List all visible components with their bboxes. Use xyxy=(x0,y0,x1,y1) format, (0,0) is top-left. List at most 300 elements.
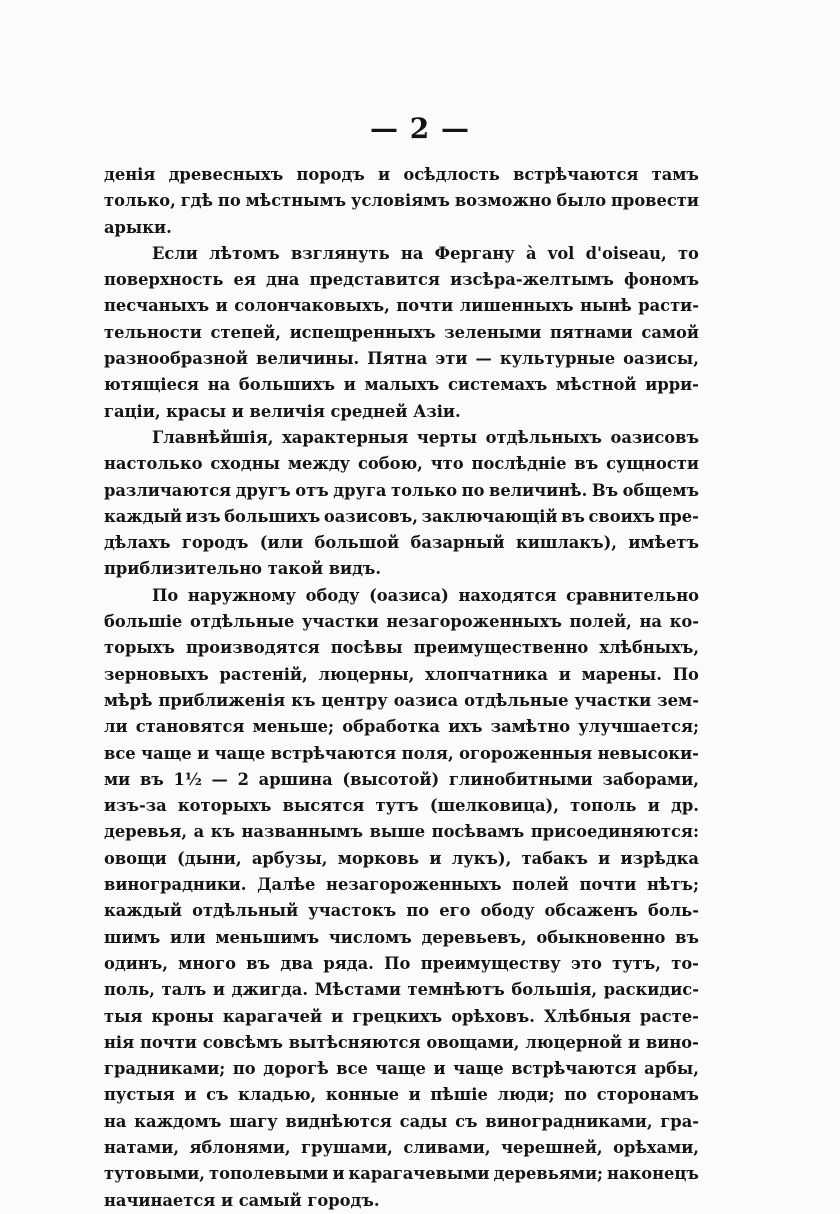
word: лишенныхъ xyxy=(459,296,574,316)
word: — xyxy=(211,769,228,789)
word: оазисовъ, xyxy=(323,506,418,526)
text-line xyxy=(104,267,699,293)
word: аршина xyxy=(258,769,333,789)
word: породъ xyxy=(296,165,365,184)
word: мѣстной xyxy=(556,375,637,395)
word: и xyxy=(212,980,225,1000)
word: изъ xyxy=(185,506,221,526)
word: тополь xyxy=(570,796,637,816)
word: марены. xyxy=(581,664,662,684)
word: карагачей xyxy=(222,1006,323,1026)
word: грушами, xyxy=(301,1137,393,1157)
word: почти xyxy=(396,296,454,316)
word: песчаныхъ xyxy=(104,296,210,316)
word: городъ. xyxy=(307,1190,380,1210)
word: конные xyxy=(325,1085,400,1105)
word: Хлѣбныя xyxy=(544,1006,631,1026)
word: джигда. xyxy=(231,980,309,1000)
word: отдѣльный xyxy=(192,901,299,921)
word: культурные xyxy=(499,349,616,369)
word: полей, xyxy=(569,612,632,632)
word: градниками; xyxy=(104,1059,226,1079)
text-line xyxy=(104,951,699,977)
word: между xyxy=(287,454,351,474)
word: солончаковыхъ, xyxy=(234,296,390,316)
word: большой xyxy=(314,533,400,553)
word: сравнительно xyxy=(566,585,699,605)
word: осѣдлость xyxy=(403,165,500,184)
word: нынѣ xyxy=(580,296,632,316)
word: виноградниками, xyxy=(485,1111,653,1131)
word: виноградники. xyxy=(104,875,247,895)
word: ютящіеся xyxy=(104,375,199,395)
word: боль- xyxy=(647,901,699,921)
word: большихъ xyxy=(224,506,321,526)
text-line xyxy=(104,714,699,740)
word: почти xyxy=(140,1032,197,1052)
word: деревьевъ, xyxy=(421,927,527,947)
word: собою, xyxy=(358,454,423,474)
word: поверхность xyxy=(104,270,224,290)
text-line xyxy=(104,399,699,425)
word: расте- xyxy=(639,1006,699,1026)
word: тутъ xyxy=(375,796,419,816)
text-line xyxy=(104,793,699,819)
text-line xyxy=(104,162,699,188)
word: По xyxy=(384,953,411,973)
text-line xyxy=(104,662,699,688)
word: по xyxy=(564,1085,588,1105)
word: Мѣстами xyxy=(314,980,401,1000)
word: люцерной xyxy=(525,1032,623,1052)
word: Если xyxy=(152,243,198,263)
word: съ xyxy=(455,1111,478,1131)
word: производятся xyxy=(185,638,320,658)
word: нія xyxy=(104,1032,135,1052)
word: поля, xyxy=(401,743,454,763)
word: тамъ xyxy=(651,165,699,184)
word: эти xyxy=(435,349,468,369)
word: ихъ xyxy=(448,717,483,737)
word: имѣетъ xyxy=(628,533,699,553)
word: центру xyxy=(321,690,388,710)
word: становятся xyxy=(135,717,245,737)
text-line xyxy=(104,1082,699,1108)
word: другъ xyxy=(235,480,291,500)
word: черешней, xyxy=(501,1137,603,1157)
word: орѣхами, xyxy=(613,1137,699,1157)
word: и xyxy=(332,1164,345,1184)
word: дорогѣ xyxy=(263,1059,329,1079)
word: каждый xyxy=(104,901,182,921)
word: темнѣютъ xyxy=(407,980,505,1000)
word: и xyxy=(343,375,356,395)
word: по xyxy=(217,191,241,211)
word: каждый xyxy=(104,506,182,526)
word: начинается xyxy=(104,1190,221,1210)
word: встрѣчаются xyxy=(511,1059,637,1079)
word: и xyxy=(433,1059,446,1079)
word: изрѣдка xyxy=(620,848,699,868)
word: невысоки- xyxy=(597,743,699,763)
word: наружному xyxy=(187,585,296,605)
word: изъ-за xyxy=(104,796,167,816)
word: условіямъ xyxy=(351,191,450,211)
text-line xyxy=(104,1109,699,1135)
word: чаще xyxy=(214,743,266,763)
word: ли xyxy=(104,717,128,737)
word: и xyxy=(331,1006,344,1026)
word: деревьями; xyxy=(493,1164,604,1184)
word: тыя xyxy=(104,1006,143,1026)
word: приблизительно xyxy=(104,559,268,579)
word: поль, xyxy=(104,980,155,1000)
word: обсаженъ xyxy=(544,901,638,921)
word: морковь xyxy=(337,848,420,868)
word: возможно xyxy=(454,191,552,211)
word: малыхъ xyxy=(364,375,440,395)
word: ободу xyxy=(305,585,360,605)
word: d'oiseau, xyxy=(585,243,667,263)
word: и xyxy=(429,848,442,868)
word: степей, xyxy=(210,322,281,342)
word: его xyxy=(439,901,471,921)
word: 2 xyxy=(237,769,249,789)
word: арыки. xyxy=(104,217,172,237)
text-line xyxy=(104,1030,699,1056)
word: величинѣ. xyxy=(489,480,588,500)
word: друга xyxy=(333,480,387,500)
word: приближенія xyxy=(158,690,286,710)
word: наконецъ xyxy=(607,1164,699,1184)
word: и xyxy=(184,1085,197,1105)
word: кишлакъ), xyxy=(515,533,617,553)
word: вино- xyxy=(645,1032,699,1052)
word: яблонями, xyxy=(189,1137,291,1157)
text-line xyxy=(104,504,699,530)
word: пустыя xyxy=(104,1085,175,1105)
word: присоединяются: xyxy=(530,822,699,842)
word: величины. xyxy=(256,349,360,369)
word: ми xyxy=(104,769,131,789)
word: совсѣмъ xyxy=(202,1032,283,1052)
word: и xyxy=(197,743,210,763)
word: взглянуть xyxy=(290,243,390,263)
word: оазиса xyxy=(393,690,459,710)
word: древесныхъ xyxy=(168,165,284,184)
word: чаще xyxy=(141,743,192,763)
word: пре- xyxy=(658,506,699,526)
text-line xyxy=(104,767,699,793)
word: въ xyxy=(246,953,271,973)
word: шимъ xyxy=(104,927,161,947)
word: различаются xyxy=(104,480,232,500)
word: на xyxy=(104,1111,127,1131)
text-line xyxy=(104,1056,699,1082)
word: что xyxy=(430,454,464,474)
text-line xyxy=(104,556,699,582)
word: большихъ xyxy=(238,375,335,395)
word: послѣдніе xyxy=(471,454,567,474)
text-line xyxy=(104,609,699,635)
word: Фергану xyxy=(434,243,515,263)
word: расти- xyxy=(638,296,699,316)
word: хлѣбныхъ, xyxy=(599,638,699,658)
word: городъ xyxy=(181,533,249,553)
word: мѣрѣ xyxy=(104,690,153,710)
word: къ xyxy=(291,690,316,710)
word: сливами, xyxy=(403,1137,491,1157)
word: вытѣсняются xyxy=(288,1032,421,1052)
word: величія xyxy=(249,401,331,421)
word: арбузы, xyxy=(251,848,328,868)
word: преимущественно xyxy=(413,638,589,658)
word: овощами, xyxy=(426,1032,520,1052)
word: незагороженныхъ xyxy=(386,612,562,632)
word: почти xyxy=(579,875,637,895)
word: базарный xyxy=(410,533,505,553)
word: и xyxy=(215,296,228,316)
text-line xyxy=(104,898,699,924)
word: все xyxy=(336,1059,368,1079)
word: большіе xyxy=(104,612,183,632)
word: — xyxy=(475,349,492,369)
text-line xyxy=(104,1161,699,1187)
word: и xyxy=(408,1085,421,1105)
word: заключающій xyxy=(421,506,558,526)
text-line xyxy=(104,846,699,872)
word: отъ xyxy=(295,480,329,500)
word: Пятна xyxy=(367,349,428,369)
word: (шелковица), xyxy=(429,796,559,816)
text-line xyxy=(104,977,699,1003)
text-line xyxy=(104,1004,699,1030)
word: провести xyxy=(611,191,699,211)
word: лѣтомъ xyxy=(209,243,280,263)
word: зерновыхъ xyxy=(104,664,209,684)
word: полей xyxy=(512,875,569,895)
word: растеній, xyxy=(219,664,308,684)
word: меньшимъ xyxy=(215,927,320,947)
word: названнымъ xyxy=(241,822,364,842)
word: кроны xyxy=(151,1006,214,1026)
word: испещренныхъ xyxy=(289,322,436,342)
word: чаще xyxy=(453,1059,504,1079)
word: отдѣльныхъ xyxy=(485,427,602,447)
word: кладью, xyxy=(238,1085,317,1105)
word: мѣстнымъ xyxy=(245,191,347,211)
word: карагачевыми xyxy=(348,1164,490,1184)
word: одинъ, xyxy=(104,953,168,973)
word: встрѣчаются xyxy=(513,165,639,184)
word: это xyxy=(571,953,602,973)
text-line xyxy=(104,688,699,714)
word: на xyxy=(639,612,662,632)
word: торыхъ xyxy=(104,638,175,658)
word: дна xyxy=(266,270,300,290)
word: въ xyxy=(675,927,699,947)
word: люди; xyxy=(497,1085,555,1105)
word: пѣшіе xyxy=(430,1085,488,1105)
word: черты xyxy=(416,427,477,447)
word: оазисовъ xyxy=(610,427,699,447)
word: грецкихъ xyxy=(352,1006,443,1026)
word: въ xyxy=(561,506,585,526)
text-line xyxy=(104,320,699,346)
word: ко- xyxy=(669,612,699,632)
word: участокъ xyxy=(308,901,397,921)
word: заборами, xyxy=(602,769,699,789)
word: характерныя xyxy=(282,427,409,447)
word: средней xyxy=(330,401,414,421)
word: красы xyxy=(166,401,232,421)
text-line xyxy=(104,635,699,661)
text-line xyxy=(104,293,699,319)
word: чаще xyxy=(375,1059,426,1079)
word: люцерны, xyxy=(318,664,415,684)
text-line xyxy=(104,451,699,477)
word: гаціи, xyxy=(104,401,167,421)
text-line xyxy=(104,241,699,267)
word: натами, xyxy=(104,1137,179,1157)
word: числомъ xyxy=(328,927,412,947)
word: хлопчатника xyxy=(425,664,548,684)
word: участки xyxy=(574,690,652,710)
text-line xyxy=(104,372,699,398)
word: замѣтно xyxy=(490,717,571,737)
word: дѣлахъ xyxy=(104,533,171,553)
word: два xyxy=(280,953,314,973)
word: изсѣра-желтымъ xyxy=(450,270,614,290)
word: разнообразной xyxy=(104,349,248,369)
word: отдѣльные xyxy=(464,690,569,710)
word: самый xyxy=(238,1190,308,1210)
word: самой xyxy=(641,322,699,342)
word: отдѣльные xyxy=(189,612,295,632)
word: посѣвамъ xyxy=(431,822,525,842)
word: (оазиса) xyxy=(369,585,449,605)
word: овощи xyxy=(104,848,167,868)
word: все xyxy=(104,743,136,763)
word: глинобитными xyxy=(448,769,593,789)
word: то xyxy=(677,243,699,263)
word: сторонамъ xyxy=(596,1085,699,1105)
body-text xyxy=(104,162,699,1214)
word: (дыни, xyxy=(177,848,242,868)
word: шагу xyxy=(229,1111,278,1131)
text-line xyxy=(104,1188,699,1214)
word: денія xyxy=(104,165,156,184)
word: ободу xyxy=(480,901,535,921)
word: гдѣ xyxy=(180,191,213,211)
word: лукъ), xyxy=(451,848,512,868)
word: настолько xyxy=(104,454,203,474)
text-line xyxy=(104,1135,699,1161)
word: высятся xyxy=(282,796,365,816)
text-line xyxy=(104,530,699,556)
text-line xyxy=(104,346,699,372)
word: по xyxy=(406,901,430,921)
text-line xyxy=(104,215,699,241)
word: тополевыми xyxy=(209,1164,329,1184)
word: съ xyxy=(206,1085,229,1105)
word: большія, xyxy=(511,980,598,1000)
word: арбы, xyxy=(644,1059,699,1079)
word: ея xyxy=(233,270,256,290)
word: встрѣчаются xyxy=(270,743,397,763)
page-number: — 2 — xyxy=(370,112,470,145)
word: и xyxy=(378,165,391,184)
word: выше xyxy=(369,822,426,842)
word: vol xyxy=(547,243,575,263)
word: нѣтъ; xyxy=(647,875,699,895)
word: зем- xyxy=(657,690,699,710)
word: По xyxy=(672,664,699,684)
word: обыкновенно xyxy=(536,927,666,947)
text-line xyxy=(104,583,699,609)
text-line xyxy=(104,925,699,951)
word: системахъ xyxy=(448,375,548,395)
word: пятнами xyxy=(550,322,633,342)
word: въ xyxy=(139,769,164,789)
word: орѣховъ. xyxy=(451,1006,535,1026)
word: и xyxy=(647,796,660,816)
word: къ xyxy=(210,822,235,842)
word: посѣвы xyxy=(330,638,403,658)
word: по xyxy=(461,480,485,500)
word: въ xyxy=(574,454,599,474)
word: и xyxy=(231,401,250,421)
word: участки xyxy=(301,612,379,632)
word: а xyxy=(193,822,205,842)
word: представится xyxy=(309,270,440,290)
word: только xyxy=(391,480,458,500)
word: талъ xyxy=(161,980,207,1000)
word: тутовыми, xyxy=(104,1164,205,1184)
word: меньше; xyxy=(252,717,335,737)
word: зелеными xyxy=(444,322,542,342)
word: такой xyxy=(267,559,329,579)
word: (высотой) xyxy=(342,769,440,789)
word: сходны xyxy=(210,454,280,474)
word: на xyxy=(207,375,231,395)
word: à xyxy=(526,243,537,263)
word: каждомъ xyxy=(134,1111,222,1131)
text-line xyxy=(104,188,699,214)
word: преимуществу xyxy=(420,953,561,973)
word: и xyxy=(558,664,571,684)
word: др. xyxy=(671,796,699,816)
word: обработка xyxy=(342,717,440,737)
word: Главнѣйшія, xyxy=(152,427,274,447)
word: находятся xyxy=(458,585,557,605)
word: сады xyxy=(399,1111,448,1131)
text-line xyxy=(104,478,699,504)
text-line xyxy=(104,741,699,767)
word: тутъ, xyxy=(612,953,661,973)
word: виднѣются xyxy=(285,1111,392,1131)
word: и xyxy=(628,1032,641,1052)
word: По xyxy=(152,585,179,605)
word: оазисы, xyxy=(623,349,699,369)
word: 1½ xyxy=(173,769,202,789)
word: фономъ xyxy=(624,270,699,290)
word: которыхъ xyxy=(177,796,272,816)
word: на xyxy=(400,243,424,263)
word: ряда. xyxy=(323,953,374,973)
text-line xyxy=(104,819,699,845)
word: было xyxy=(556,191,607,211)
